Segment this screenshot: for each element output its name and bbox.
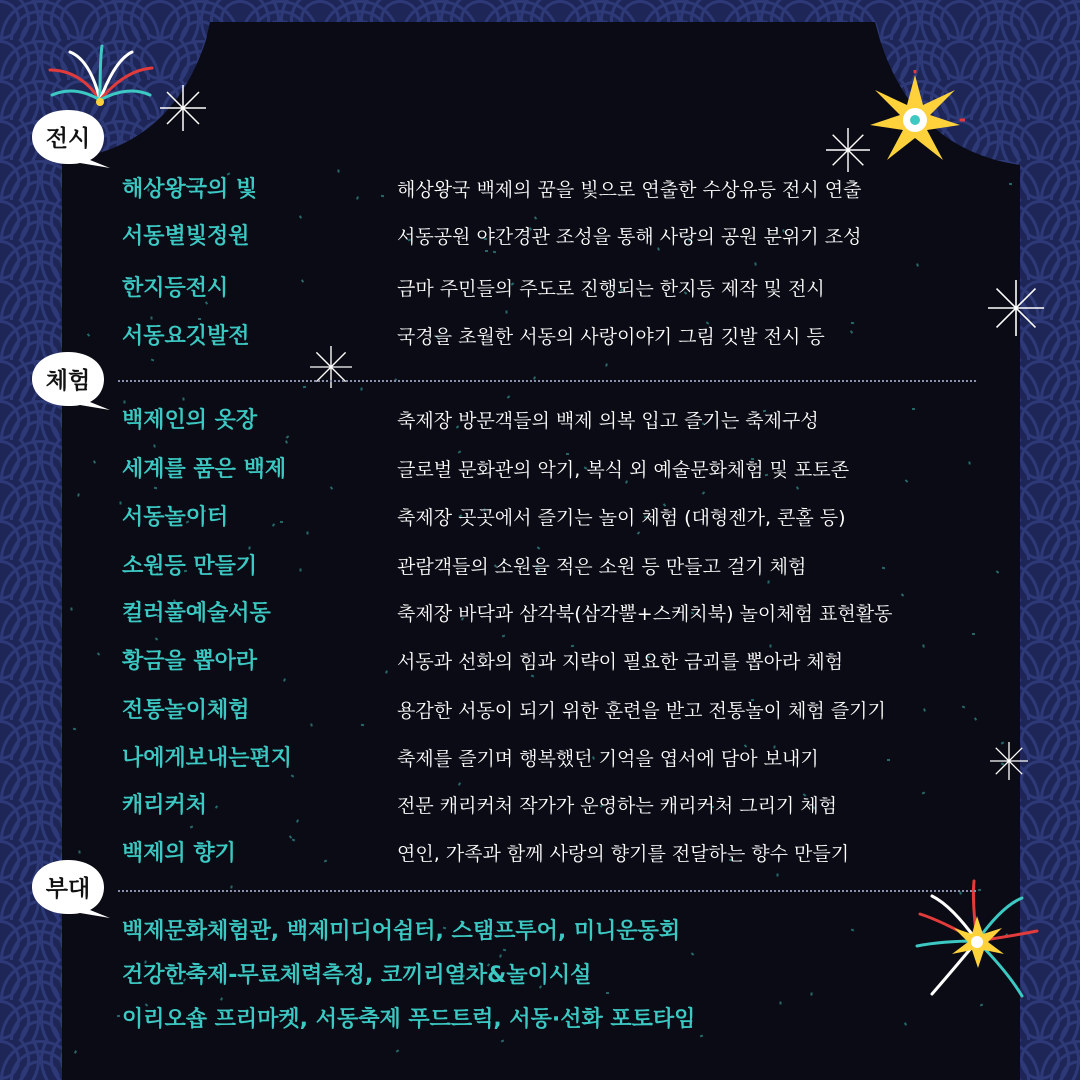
- program-desc: 서동과 선화의 힘과 지략이 필요한 금괴를 뽑아라 체험: [397, 651, 844, 673]
- section-label: 체험: [45, 367, 91, 394]
- extra-line: 이리오숍 프리마켓, 서동축제 푸드트럭, 서동·선화 포토타임: [122, 1007, 696, 1032]
- list-item: [0, 739, 1080, 779]
- section-badge-exhibition: [30, 108, 116, 170]
- section-divider: [118, 890, 976, 892]
- speck: [779, 1001, 781, 1004]
- section-divider: [118, 380, 976, 382]
- extra-line: 백제문화체험관, 백제미디어쉼터, 스탬프투어, 미니운동회: [122, 919, 681, 944]
- program-desc: 연인, 가족과 함께 사랑의 향기를 전달하는 향수 만들기: [397, 843, 850, 865]
- list-item: [0, 498, 1080, 538]
- program-desc: 국경을 초월한 서동의 사랑이야기 그림 깃발 전시 등: [397, 326, 825, 348]
- list-item: [0, 547, 1080, 587]
- program-name: 세계를 품은 백제: [122, 457, 287, 482]
- speck: [153, 444, 156, 447]
- section-label: 부대: [45, 875, 91, 902]
- list-item: [0, 317, 1080, 357]
- list-item: [0, 786, 1080, 826]
- program-name: 황금을 뽑아라: [122, 649, 258, 674]
- program-name: 캐리커처: [122, 793, 208, 818]
- program-desc: 축제장 방문객들의 백제 의복 입고 즐기는 축제구성: [397, 410, 819, 432]
- program-name: 전통놀이체험: [122, 698, 250, 723]
- program-name: 백제인의 옷장: [122, 408, 258, 433]
- program-desc: 축제를 즐기며 행복했던 기억을 엽서에 담아 보내기: [397, 748, 819, 770]
- list-item: [0, 401, 1080, 441]
- program-desc: 서동공원 야간경관 조성을 통해 사랑의 공원 분위기 조성: [397, 226, 862, 248]
- program-name: 소원등 만들기: [122, 554, 258, 579]
- program-desc: 용감한 서동이 되기 위한 훈련을 받고 전통놀이 체험 즐기기: [397, 700, 886, 722]
- program-name: 한지등전시: [122, 276, 229, 301]
- list-item: [0, 269, 1080, 309]
- program-desc: 해상왕국 백제의 꿈을 빛으로 연출한 수상유등 전시 연출: [397, 179, 862, 201]
- speck: [77, 493, 80, 496]
- program-name: 서동요깃발전: [122, 324, 250, 349]
- speck: [505, 310, 507, 313]
- program-desc: 글로벌 문화관의 악기, 복식 외 예술문화체험 및 포토존: [397, 459, 850, 481]
- list-item: [0, 217, 1080, 257]
- speck: [74, 1050, 77, 1054]
- program-name: 서동놀이터: [122, 505, 229, 530]
- list-item: [0, 834, 1080, 874]
- program-desc: 전문 캐리커처 작가가 운영하는 캐리커처 그리기 체험: [397, 795, 838, 817]
- sparkle-icon: [826, 128, 870, 172]
- firework-icon: [912, 876, 1042, 1006]
- program-name: 백제의 향기: [122, 841, 236, 866]
- program-name: 컬러풀예술서동: [122, 601, 271, 626]
- program-desc: 금마 주민들의 주도로 진행되는 한지등 제작 및 전시: [397, 278, 825, 300]
- list-item: [0, 691, 1080, 731]
- list-item: [0, 594, 1080, 634]
- extra-line: 건강한축제-무료체력측정, 코끼리열차&놀이시설: [122, 963, 592, 988]
- program-desc: 축제장 곳곳에서 즐기는 놀이 체험 (대형젠가, 콘홀 등): [397, 507, 846, 529]
- program-name: 해상왕국의 빛: [122, 177, 258, 202]
- list-item: [0, 450, 1080, 490]
- program-name: 나에게보내는편지: [122, 746, 293, 771]
- program-name: 서동별빛정원: [122, 224, 250, 249]
- section-label: 전시: [45, 125, 91, 152]
- program-desc: 관람객들의 소원을 적은 소원 등 만들고 걸기 체험: [397, 556, 807, 578]
- speck: [776, 874, 778, 877]
- sparkle-icon: [160, 85, 206, 131]
- program-desc: 축제장 바닥과 삼각북(삼각뿔+스케치북) 놀이체험 표현활동: [397, 603, 893, 625]
- list-item: [0, 642, 1080, 682]
- list-item: [0, 170, 1080, 210]
- firework-icon: [865, 70, 965, 170]
